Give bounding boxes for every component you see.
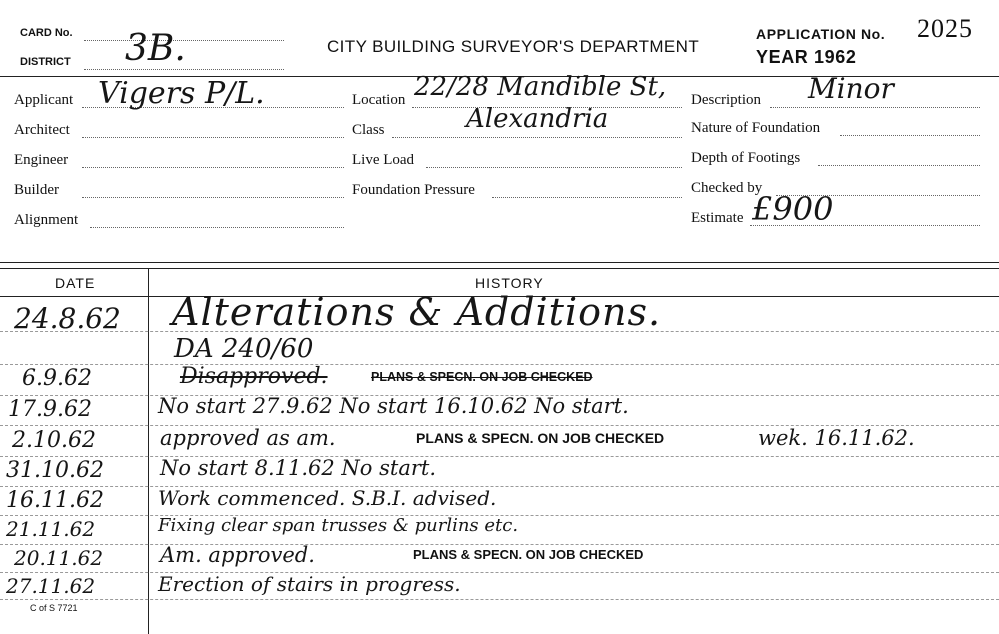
history-entry: Disapproved. bbox=[180, 364, 328, 389]
depth-of-footings-line bbox=[818, 165, 980, 166]
history-entry-note: wek. 16.11.62. bbox=[758, 426, 915, 450]
plans-checked-stamp: PLANS & SPECN. ON JOB CHECKED bbox=[416, 430, 665, 446]
history-entry: Am. approved. bbox=[160, 543, 315, 567]
row-rule bbox=[0, 544, 999, 545]
history-date: 27.11.62 bbox=[6, 574, 96, 598]
row-rule bbox=[0, 572, 999, 573]
architect-line bbox=[82, 137, 344, 138]
plans-checked-stamp: PLANS & SPECN. ON JOB CHECKED bbox=[371, 370, 593, 384]
builder-line bbox=[82, 197, 344, 198]
engineer-line bbox=[82, 167, 344, 168]
history-entry: Fixing clear span trusses & purlins etc. bbox=[158, 515, 519, 536]
description-value: Minor bbox=[808, 72, 894, 105]
history-date: 2.10.62 bbox=[12, 428, 96, 453]
applicant-label: Applicant bbox=[14, 92, 74, 108]
application-number: 2025 bbox=[917, 14, 973, 43]
history-entry: No start 8.11.62 No start. bbox=[160, 456, 436, 480]
class-label: Class bbox=[352, 122, 385, 138]
plans-checked-stamp: PLANS & SPECN. ON JOB CHECKED bbox=[413, 547, 644, 562]
builder-label: Builder bbox=[14, 182, 59, 198]
depth-of-footings-label: Depth of Footings bbox=[691, 150, 801, 166]
district-value: 3B. bbox=[125, 28, 186, 69]
foundation-pressure-label: Foundation Pressure bbox=[352, 182, 475, 198]
history-date: 21.11.62 bbox=[6, 517, 96, 541]
location-value-2: Alexandria bbox=[466, 104, 609, 134]
applicant-value: Vigers P/L. bbox=[98, 76, 265, 111]
date-header: DATE bbox=[55, 275, 96, 291]
history-date: 17.9.62 bbox=[8, 397, 92, 422]
date-column-divider bbox=[148, 268, 149, 634]
table-top-rule bbox=[0, 262, 999, 263]
row-rule bbox=[0, 364, 999, 365]
history-date: 6.9.62 bbox=[22, 366, 92, 391]
district-label: DISTRICT bbox=[20, 56, 71, 68]
nature-of-foundation-label: Nature of Foundation bbox=[691, 120, 821, 136]
table-top-rule-inner bbox=[0, 268, 999, 269]
class-line bbox=[392, 137, 682, 138]
department-title: CITY BUILDING SURVEYOR'S DEPARTMENT bbox=[327, 37, 700, 56]
application-label: APPLICATION No. bbox=[756, 26, 886, 42]
history-entry: Work commenced. S.B.I. advised. bbox=[158, 486, 497, 510]
live-load-line bbox=[426, 167, 682, 168]
history-date: 20.11.62 bbox=[14, 546, 104, 570]
foundation-pressure-line bbox=[492, 197, 682, 198]
alignment-label: Alignment bbox=[14, 212, 79, 228]
row-rule bbox=[0, 599, 999, 600]
checked-by-label: Checked by bbox=[691, 180, 763, 196]
nature-of-foundation-line bbox=[840, 135, 980, 136]
row-rule bbox=[0, 456, 999, 457]
history-entry: Alterations & Additions. bbox=[172, 290, 662, 334]
engineer-label: Engineer bbox=[14, 152, 69, 168]
description-line bbox=[770, 107, 980, 108]
history-date: 24.8.62 bbox=[14, 302, 121, 335]
history-entry: Erection of stairs in progress. bbox=[158, 572, 461, 596]
description-label: Description bbox=[691, 92, 761, 108]
live-load-label: Live Load bbox=[352, 152, 415, 168]
estimate-label: Estimate bbox=[691, 210, 744, 226]
history-header: HISTORY bbox=[475, 275, 544, 291]
card-no-label: CARD No. bbox=[20, 27, 73, 39]
history-date: 16.11.62 bbox=[6, 488, 104, 513]
alignment-line bbox=[90, 227, 344, 228]
architect-label: Architect bbox=[14, 122, 70, 138]
location-value: 22/28 Mandible St, bbox=[414, 72, 667, 102]
form-code: C of S 7721 bbox=[30, 603, 78, 613]
history-entry: DA 240/60 bbox=[174, 334, 314, 364]
estimate-value: £900 bbox=[752, 190, 834, 228]
location-label: Location bbox=[352, 92, 406, 108]
year-label: YEAR 1962 bbox=[756, 47, 857, 67]
row-rule bbox=[0, 486, 999, 487]
history-entry: No start 27.9.62 No start 16.10.62 No start. bbox=[158, 394, 629, 418]
history-entry: approved as am. bbox=[160, 426, 336, 450]
history-date: 31.10.62 bbox=[6, 458, 104, 483]
district-line bbox=[84, 69, 284, 70]
